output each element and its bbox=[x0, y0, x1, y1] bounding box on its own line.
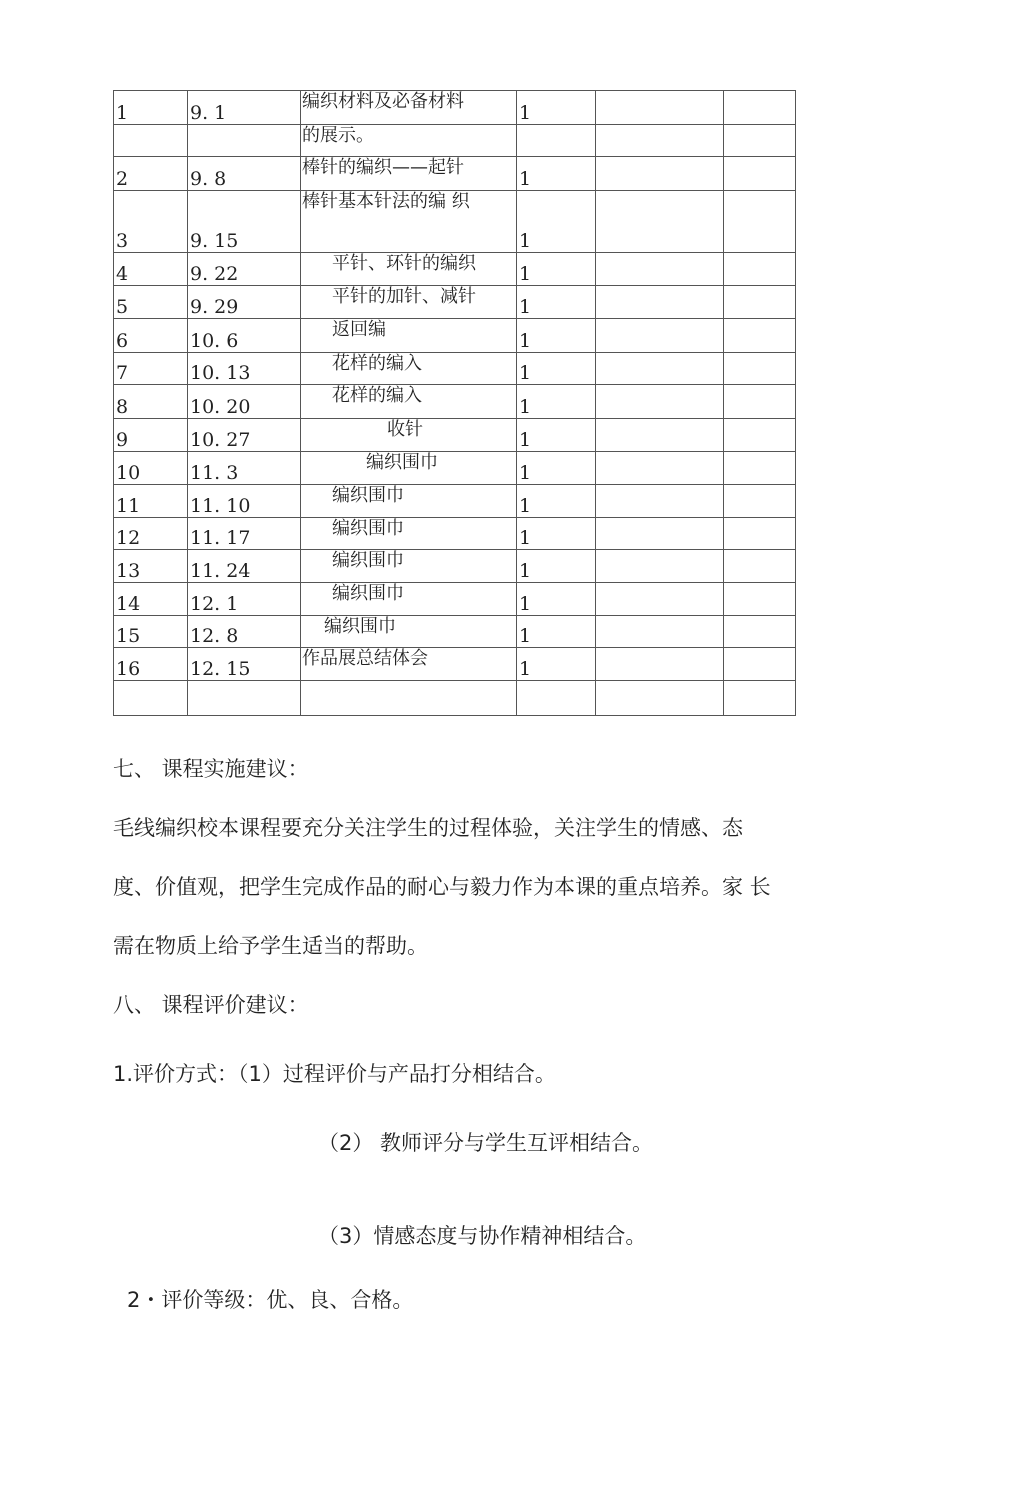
table-row bbox=[114, 286, 796, 319]
hours-cell: 1 bbox=[517, 157, 596, 191]
row-number-cell: 1 bbox=[114, 91, 188, 125]
date-cell: 11. 17 bbox=[188, 518, 301, 550]
table-row bbox=[114, 485, 796, 518]
blank-cell bbox=[596, 583, 724, 616]
hours-cell bbox=[517, 681, 596, 716]
eval-method-line-3: （3）情感态度与协作精神相结合。 bbox=[318, 1224, 647, 1248]
blank-cell bbox=[724, 550, 796, 583]
row-number-cell: 5 bbox=[114, 286, 188, 319]
hours-cell: 1 bbox=[517, 616, 596, 648]
hours-cell: 1 bbox=[517, 419, 596, 452]
topic-cell: 花样的编入 bbox=[301, 353, 517, 385]
blank-cell bbox=[596, 353, 724, 385]
blank-cell bbox=[596, 616, 724, 648]
date-cell: 10. 6 bbox=[188, 319, 301, 353]
table-row bbox=[114, 648, 796, 681]
table-row bbox=[114, 191, 796, 253]
blank-cell bbox=[724, 353, 796, 385]
date-cell: 9. 29 bbox=[188, 286, 301, 319]
date-cell: 11. 10 bbox=[188, 485, 301, 518]
topic-cell: 平针的加针、减针 bbox=[301, 286, 517, 319]
hours-cell: 1 bbox=[517, 385, 596, 419]
topic-cell bbox=[301, 681, 517, 716]
blank-cell bbox=[596, 550, 724, 583]
section-7-heading: 七、 课程实施建议： bbox=[113, 757, 309, 781]
hours-cell: 1 bbox=[517, 518, 596, 550]
blank-cell bbox=[724, 648, 796, 681]
hours-cell: 1 bbox=[517, 550, 596, 583]
table-row bbox=[114, 385, 796, 419]
row-number-cell bbox=[114, 681, 188, 716]
blank-cell bbox=[724, 91, 796, 125]
table-row bbox=[114, 419, 796, 452]
blank-cell bbox=[596, 91, 724, 125]
eval-method-line-1: 1.评价方式：（1）过程评价与产品打分相结合。 bbox=[113, 1062, 556, 1086]
hours-cell: 1 bbox=[517, 485, 596, 518]
section-8-heading: 八、 课程评价建议： bbox=[113, 993, 309, 1017]
date-cell: 9. 22 bbox=[188, 253, 301, 286]
hours-cell: 1 bbox=[517, 319, 596, 353]
blank-cell bbox=[596, 452, 724, 485]
row-number-cell: 12 bbox=[114, 518, 188, 550]
table-row bbox=[114, 550, 796, 583]
row-number-cell: 7 bbox=[114, 353, 188, 385]
table-row bbox=[114, 681, 796, 716]
blank-cell bbox=[596, 681, 724, 716]
table-row bbox=[114, 452, 796, 485]
topic-cell: 棒针的编织——起针 bbox=[301, 157, 517, 191]
blank-cell bbox=[596, 253, 724, 286]
blank-cell bbox=[724, 286, 796, 319]
date-cell: 10. 20 bbox=[188, 385, 301, 419]
date-cell: 11. 24 bbox=[188, 550, 301, 583]
topic-cell: 编织材料及必备材料 bbox=[301, 91, 517, 125]
date-cell: 12. 1 bbox=[188, 583, 301, 616]
blank-cell bbox=[724, 191, 796, 253]
row-number-cell: 4 bbox=[114, 253, 188, 286]
table-row bbox=[114, 616, 796, 648]
topic-cell: 收针 bbox=[301, 419, 517, 452]
row-number-cell: 3 bbox=[114, 191, 188, 253]
blank-cell bbox=[724, 157, 796, 191]
schedule-table bbox=[113, 90, 796, 716]
date-cell: 10. 13 bbox=[188, 353, 301, 385]
blank-cell bbox=[596, 385, 724, 419]
table-row bbox=[114, 319, 796, 353]
row-number-cell: 9 bbox=[114, 419, 188, 452]
blank-cell bbox=[724, 583, 796, 616]
blank-cell bbox=[724, 681, 796, 716]
hours-cell: 1 bbox=[517, 353, 596, 385]
section-7-line-3: 需在物质上给予学生适当的帮助。 bbox=[113, 934, 428, 958]
hours-cell: 1 bbox=[517, 648, 596, 681]
blank-cell bbox=[724, 319, 796, 353]
row-number-cell: 11 bbox=[114, 485, 188, 518]
date-cell bbox=[188, 125, 301, 157]
blank-cell bbox=[724, 485, 796, 518]
hours-cell: 1 bbox=[517, 253, 596, 286]
blank-cell bbox=[596, 419, 724, 452]
topic-cell: 返回编 bbox=[301, 319, 517, 353]
section-7-line-2: 度、价值观，把学生完成作品的耐心与毅力作为本课的重点培养。家 长 bbox=[113, 875, 771, 899]
row-number-cell: 15 bbox=[114, 616, 188, 648]
date-cell bbox=[188, 681, 301, 716]
schedule-body bbox=[114, 91, 796, 716]
hours-cell: 1 bbox=[517, 286, 596, 319]
row-number-cell: 13 bbox=[114, 550, 188, 583]
hours-cell: 1 bbox=[517, 191, 596, 253]
blank-cell bbox=[596, 648, 724, 681]
row-number-cell: 16 bbox=[114, 648, 188, 681]
blank-cell bbox=[724, 125, 796, 157]
date-cell: 11. 3 bbox=[188, 452, 301, 485]
hours-cell: 1 bbox=[517, 91, 596, 125]
eval-method-line-2: （2） 教师评分与学生互评相结合。 bbox=[318, 1131, 654, 1155]
topic-cell: 花样的编入 bbox=[301, 385, 517, 419]
date-cell: 9. 15 bbox=[188, 191, 301, 253]
date-cell: 9. 1 bbox=[188, 91, 301, 125]
row-number-cell bbox=[114, 125, 188, 157]
table-row bbox=[114, 91, 796, 125]
blank-cell bbox=[596, 319, 724, 353]
blank-cell bbox=[724, 419, 796, 452]
topic-cell: 编织围巾 bbox=[301, 550, 517, 583]
topic-cell: 编织围巾 bbox=[301, 616, 517, 648]
row-number-cell: 2 bbox=[114, 157, 188, 191]
row-number-cell: 14 bbox=[114, 583, 188, 616]
row-number-cell: 6 bbox=[114, 319, 188, 353]
topic-cell: 作品展总结体会 bbox=[301, 648, 517, 681]
topic-cell: 的展示。 bbox=[301, 125, 517, 157]
blank-cell bbox=[724, 452, 796, 485]
row-number-cell: 10 bbox=[114, 452, 188, 485]
table-row bbox=[114, 583, 796, 616]
topic-cell: 编织围巾 bbox=[301, 452, 517, 485]
topic-cell: 编织围巾 bbox=[301, 485, 517, 518]
table-row bbox=[114, 253, 796, 286]
blank-cell bbox=[724, 385, 796, 419]
blank-cell bbox=[596, 518, 724, 550]
blank-cell bbox=[724, 518, 796, 550]
blank-cell bbox=[724, 253, 796, 286]
section-7-line-1: 毛线编织校本课程要充分关注学生的过程体验，关注学生的情感、态 bbox=[113, 816, 743, 840]
topic-cell: 棒针基本针法的编 织 bbox=[301, 191, 517, 253]
blank-cell bbox=[724, 616, 796, 648]
blank-cell bbox=[596, 125, 724, 157]
eval-grade-line: 2・评价等级：优、良、合格。 bbox=[127, 1288, 414, 1312]
blank-cell bbox=[596, 157, 724, 191]
topic-cell: 编织围巾 bbox=[301, 583, 517, 616]
hours-cell: 1 bbox=[517, 452, 596, 485]
hours-cell: 1 bbox=[517, 583, 596, 616]
row-number-cell: 8 bbox=[114, 385, 188, 419]
topic-cell: 平针、环针的编织 bbox=[301, 253, 517, 286]
hours-cell bbox=[517, 125, 596, 157]
blank-cell bbox=[596, 191, 724, 253]
blank-cell bbox=[596, 286, 724, 319]
table-row bbox=[114, 125, 796, 157]
table-row bbox=[114, 353, 796, 385]
blank-cell bbox=[596, 485, 724, 518]
date-cell: 12. 15 bbox=[188, 648, 301, 681]
date-cell: 9. 8 bbox=[188, 157, 301, 191]
table-row bbox=[114, 518, 796, 550]
table-row bbox=[114, 157, 796, 191]
date-cell: 12. 8 bbox=[188, 616, 301, 648]
date-cell: 10. 27 bbox=[188, 419, 301, 452]
topic-cell: 编织围巾 bbox=[301, 518, 517, 550]
